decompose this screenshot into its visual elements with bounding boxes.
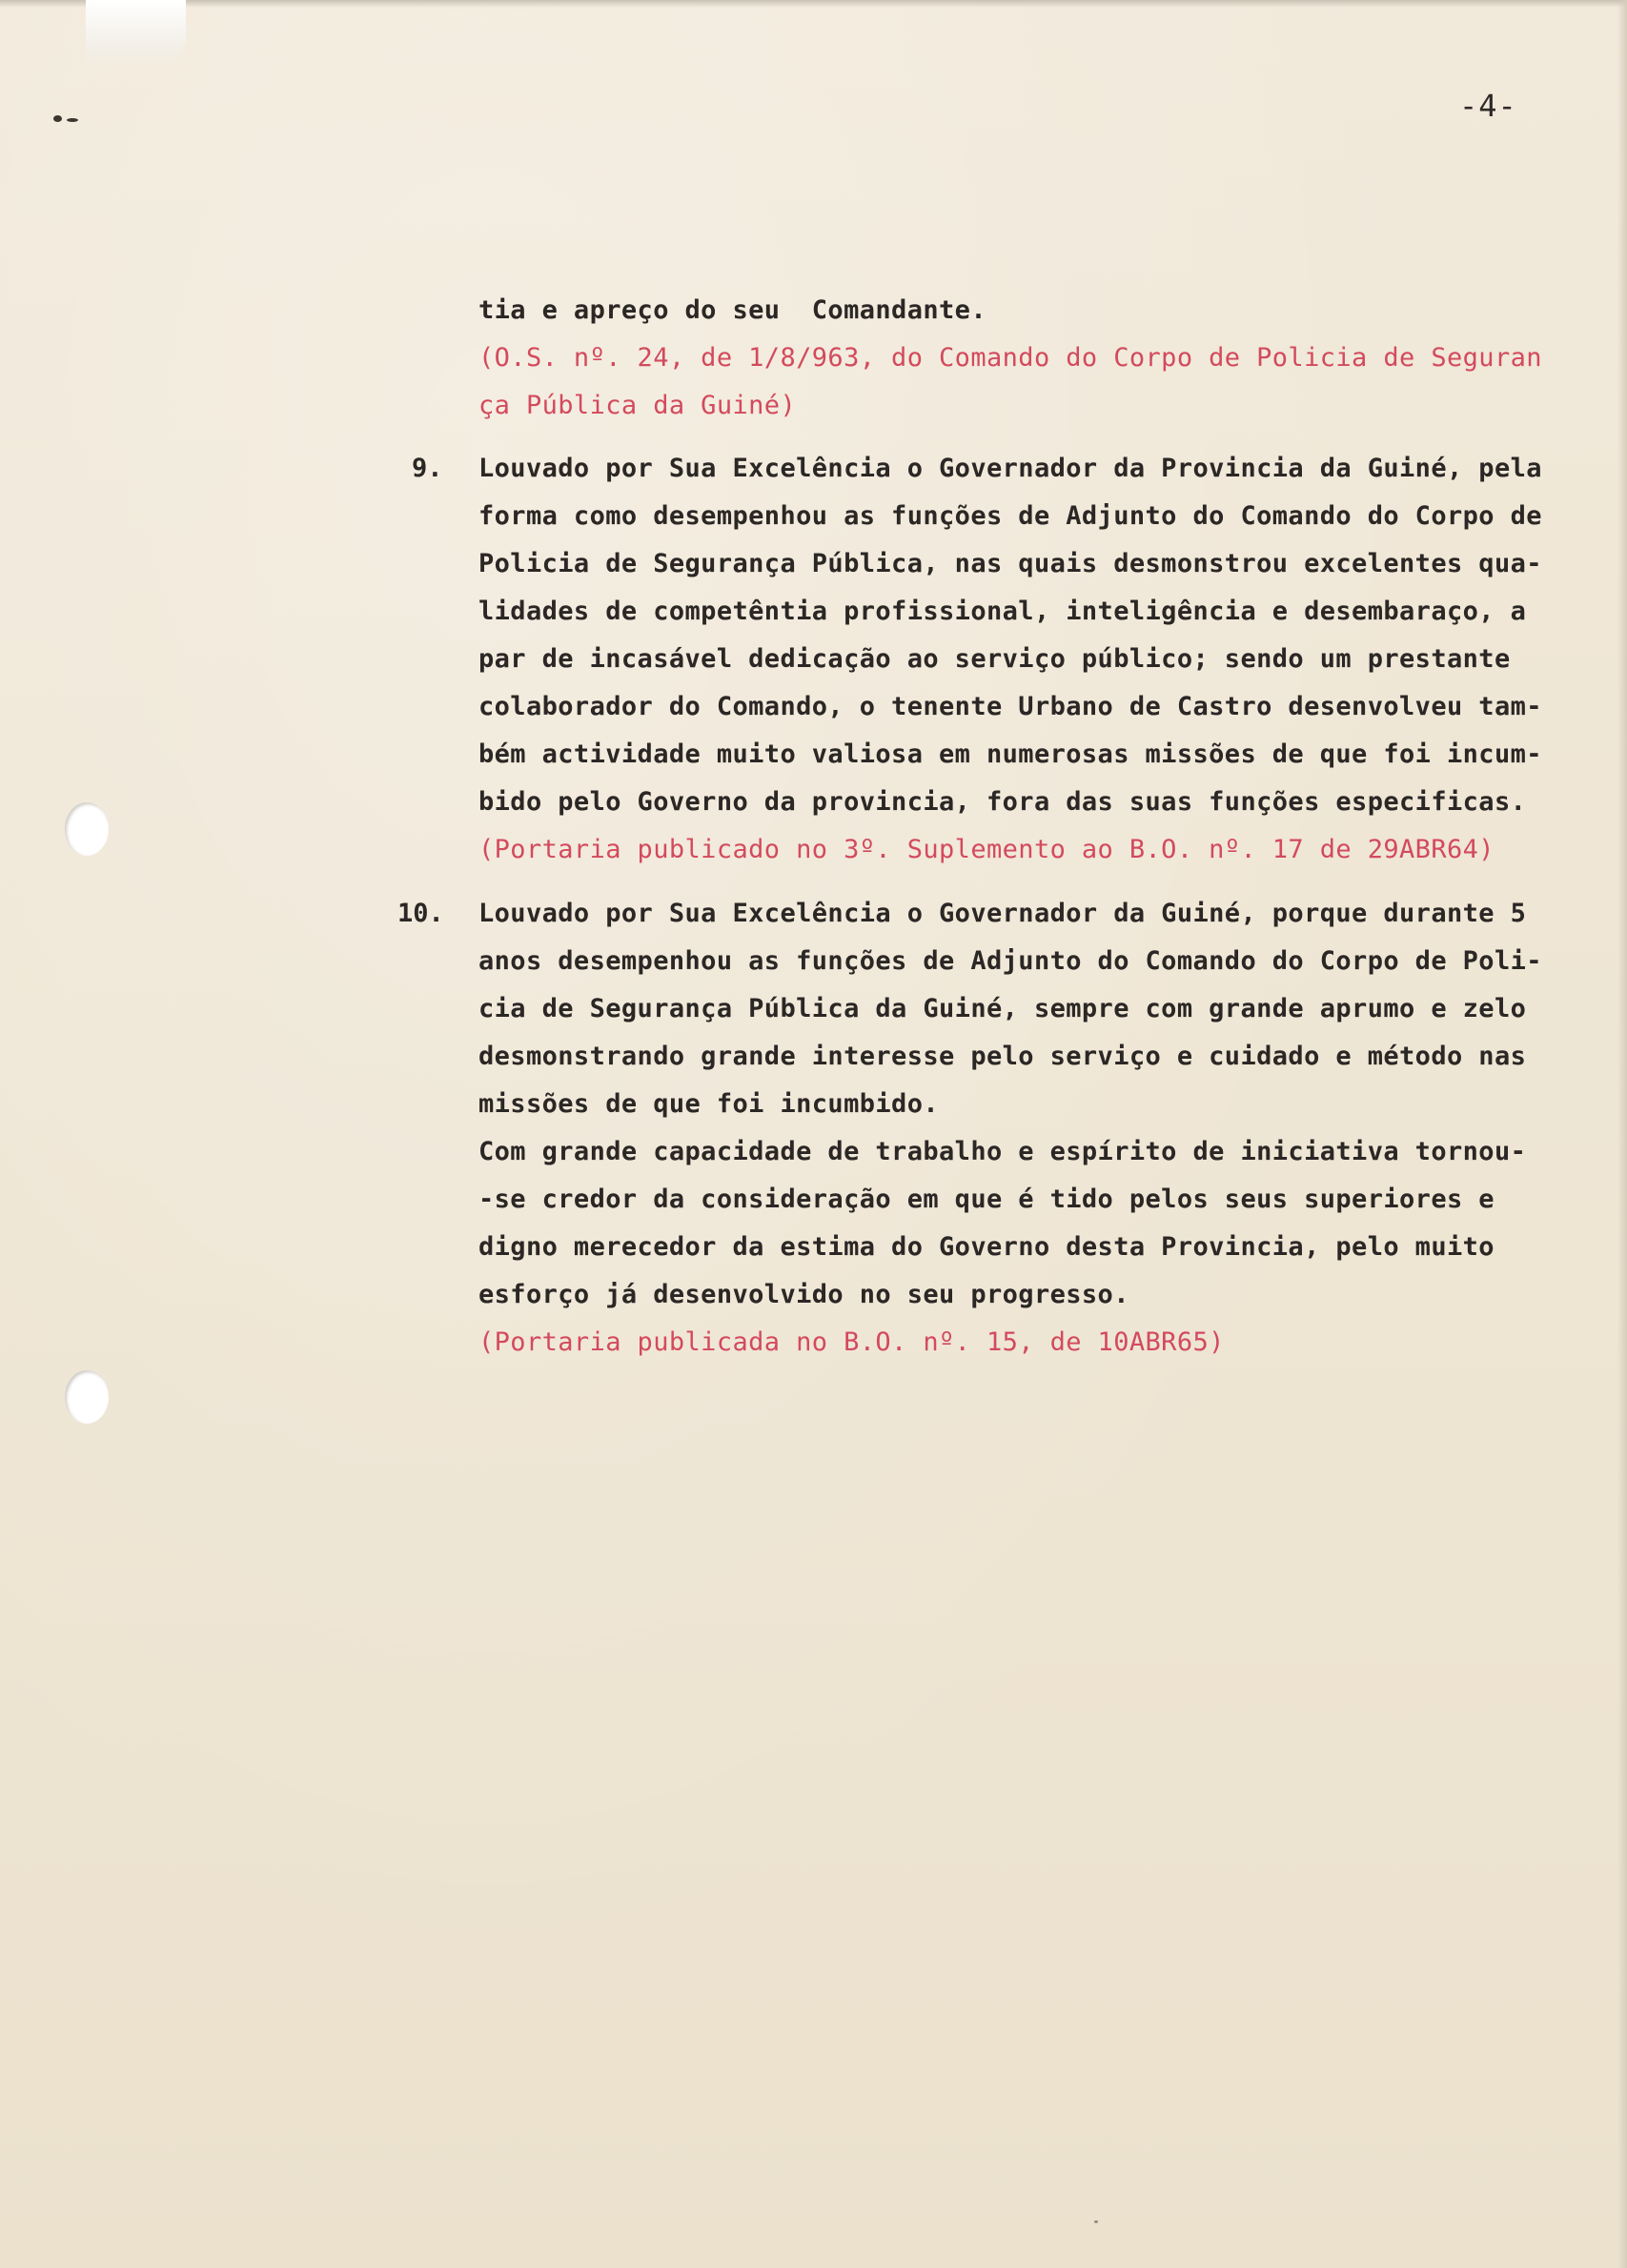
intro-citation-line-2: ça Pública da Guiné) (478, 391, 797, 420)
item-10-line-3: cia de Segurança Pública da Guiné, sempre com grande aprumo e zelo (478, 994, 1527, 1023)
item-10-line-9: esforço já desenvolvido no seu progresso. (478, 1280, 1129, 1309)
item-9-number: 9. (412, 454, 443, 483)
intro-citation-line-1: (O.S. nº. 24, de 1/8/963, do Comando do Corpo de Policia de Seguran (478, 343, 1542, 373)
item-10-line-5: missões de que foi incumbido. (478, 1089, 940, 1119)
item-9-line-6: colaborador do Comando, o tenente Urbano de Castro desenvolveu tam- (478, 692, 1542, 721)
ink-speck (1094, 2220, 1098, 2223)
item-9-line-5: par de incasável dedicação ao serviço público; sendo um prestante (478, 644, 1511, 674)
ink-speck (67, 118, 78, 122)
item-10-number: 10. (397, 899, 444, 928)
intro-line-1: tia e apreço do seu Comandante. (478, 295, 986, 325)
ink-speck (53, 115, 62, 122)
item-10-line-7: -se credor da consideração em que é tido pelos seus superiores e (478, 1185, 1495, 1214)
item-9-line-3: Policia de Segurança Pública, nas quais desmonstrou excelentes qua- (478, 549, 1542, 578)
item-9-line-4: lidades de competêntia profissional, inteligência e desembaraço, a (478, 597, 1527, 626)
item-9-line-8: bido pelo Governo da provincia, fora das suas funções especificas. (478, 787, 1527, 817)
item-9-line-7: bém actividade muito valiosa em numerosas missões de que foi incum- (478, 739, 1542, 769)
item-10-line-8: digno merecedor da estima do Governo desta Provincia, pelo muito (478, 1232, 1495, 1262)
punch-hole-top (65, 802, 109, 856)
paper-right-edge (1617, 0, 1627, 2268)
item-10-line-1: Louvado por Sua Excelência o Governador da Guiné, porque durante 5 (478, 899, 1527, 928)
item-10-citation: (Portaria publicada no B.O. nº. 15, de 10ABR65) (478, 1327, 1225, 1357)
torn-corner (86, 0, 186, 67)
item-10-line-2: anos desempenhou as funções de Adjunto do Comando do Corpo de Poli- (478, 946, 1542, 976)
item-9-citation: (Portaria publicado no 3º. Suplemento ao B.O. nº. 17 de 29ABR64) (478, 835, 1495, 864)
item-9-line-2: forma como desempenhou as funções de Adjunto do Comando do Corpo de (478, 501, 1542, 531)
item-10-line-6: Com grande capacidade de trabalho e espírito de iniciativa tornou- (478, 1137, 1527, 1166)
item-10-line-4: desmonstrando grande interesse pelo serviço e cuidado e método nas (478, 1042, 1527, 1071)
punch-hole-bottom (65, 1370, 109, 1424)
page-number: -4- (1459, 88, 1517, 124)
paper-top-edge (0, 0, 1627, 8)
item-9-line-1: Louvado por Sua Excelência o Governador da Provincia da Guiné, pela (478, 454, 1542, 483)
